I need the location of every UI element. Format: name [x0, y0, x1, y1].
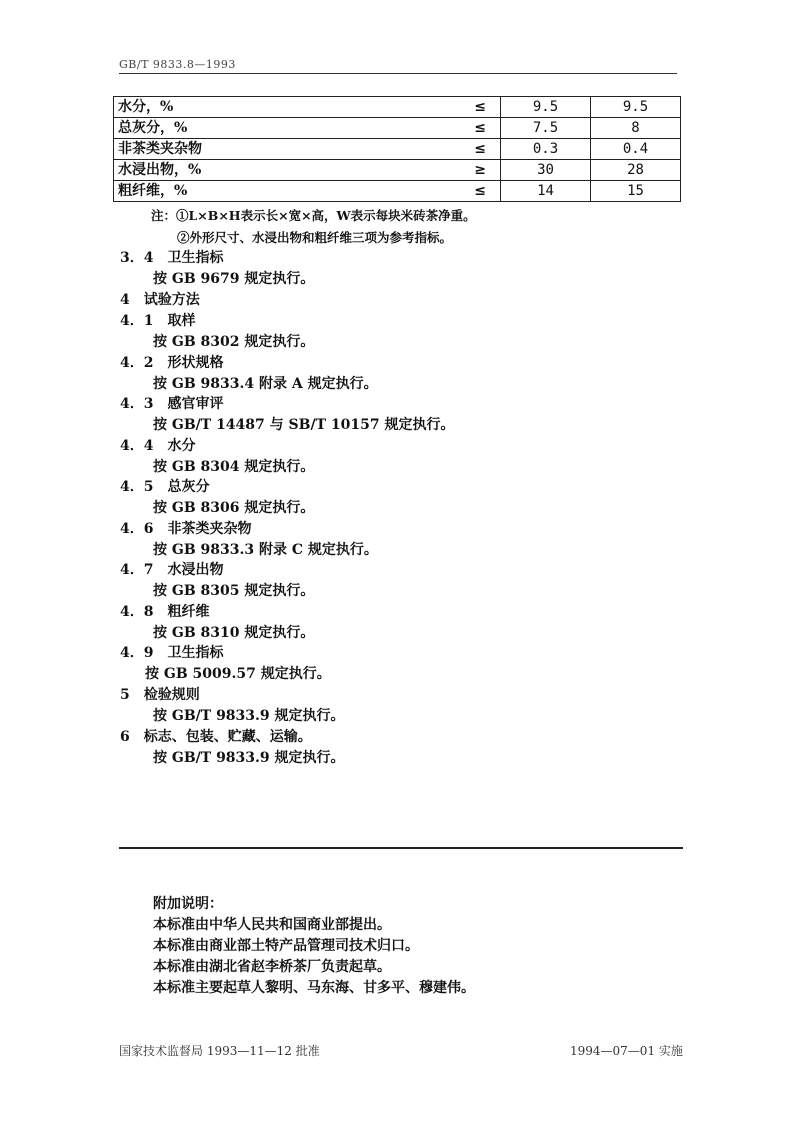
section-heading: 4．4 水分: [120, 438, 196, 454]
additional-line: 本标准由商业部土特产品管理司技术归口。: [153, 938, 419, 954]
section-body: 按 GB 8304 规定执行。: [153, 459, 315, 475]
header-rule: [119, 73, 677, 74]
section-heading: 4．8 粗纤维: [120, 604, 210, 620]
row-name: 粗纤维，%: [114, 181, 303, 202]
section-heading: 4．2 形状规格: [120, 355, 224, 371]
row-name: 水浸出物，%: [114, 160, 303, 181]
section-body: 按 GB 9833.4 附录 A 规定执行。: [153, 376, 378, 392]
row-value-2: 9.5: [591, 97, 681, 118]
section-body: 按 GB/T 9833.9 规定执行。: [153, 708, 345, 724]
section-body: 按 GB/T 9833.9 规定执行。: [153, 750, 345, 766]
note-1: 注：①L×B×H表示长×宽×高，W表示每块米砖茶净重。: [151, 208, 476, 223]
section-heading: 4．5 总灰分: [120, 479, 210, 495]
row-value-1: 30: [501, 160, 591, 181]
row-value-2: 15: [591, 181, 681, 202]
row-value-1: 0.3: [501, 139, 591, 160]
section-body: 按 GB 8302 规定执行。: [153, 334, 315, 350]
row-operator: ≤: [302, 97, 501, 118]
section-heading: 4．1 取样: [120, 313, 196, 329]
row-value-2: 0.4: [591, 139, 681, 160]
section-body: 按 GB 9833.3 附录 C 规定执行。: [153, 542, 378, 558]
row-value-1: 14: [501, 181, 591, 202]
section-heading: 4．7 水浸出物: [120, 562, 224, 578]
effective-date: 1994—07—01 实施: [570, 1044, 683, 1058]
spec-table: [113, 96, 681, 202]
section-body: 按 GB 8306 规定执行。: [153, 500, 315, 516]
row-value-1: 9.5: [501, 97, 591, 118]
section-body: 按 GB 8310 规定执行。: [153, 625, 315, 641]
section-heading: 6 标志、包装、贮藏、运输。: [120, 729, 312, 745]
section-heading: 4．6 非茶类夹杂物: [120, 521, 252, 537]
section-body: 按 GB/T 14487 与 SB/T 10157 规定执行。: [153, 417, 455, 433]
table-row: [114, 97, 681, 118]
section-heading: 5 检验规则: [120, 687, 200, 703]
row-operator: ≤: [302, 118, 501, 139]
row-value-1: 7.5: [501, 118, 591, 139]
additional-line: 本标准由中华人民共和国商业部提出。: [153, 917, 391, 933]
section-heading: 4 试验方法: [120, 292, 200, 308]
footer-rule: [119, 847, 683, 849]
row-value-2: 8: [591, 118, 681, 139]
section-body: 按 GB 9679 规定执行。: [153, 271, 315, 287]
section-heading: 4．3 感官审评: [120, 396, 224, 412]
row-operator: ≥: [302, 160, 501, 181]
standard-code: GB/T 9833.8—1993: [119, 58, 236, 71]
table-row: [114, 118, 681, 139]
table-row: [114, 181, 681, 202]
row-operator: ≤: [302, 139, 501, 160]
section-body: 按 GB 8305 规定执行。: [153, 583, 315, 599]
section-body: 按 GB 5009.57 规定执行。: [145, 666, 331, 682]
row-name: 总灰分，%: [114, 118, 303, 139]
additional-line: 本标准由湖北省赵李桥茶厂负责起草。: [153, 959, 391, 975]
section-heading: 4．9 卫生指标: [120, 645, 224, 661]
additional-title: 附加说明：: [153, 896, 223, 912]
table-row: [114, 160, 681, 181]
row-name: 水分，%: [114, 97, 303, 118]
row-value-2: 28: [591, 160, 681, 181]
approval-date: 国家技术监督局 1993—11—12 批准: [119, 1044, 320, 1058]
row-operator: ≤: [302, 181, 501, 202]
note-2: ②外形尺寸、水浸出物和粗纤维三项为参考指标。: [177, 230, 453, 245]
additional-line: 本标准主要起草人黎明、马东海、甘多平、穆建伟。: [153, 980, 475, 996]
row-name: 非茶类夹杂物: [114, 139, 303, 160]
section-heading: 3．4 卫生指标: [120, 250, 224, 266]
table-row: [114, 139, 681, 160]
